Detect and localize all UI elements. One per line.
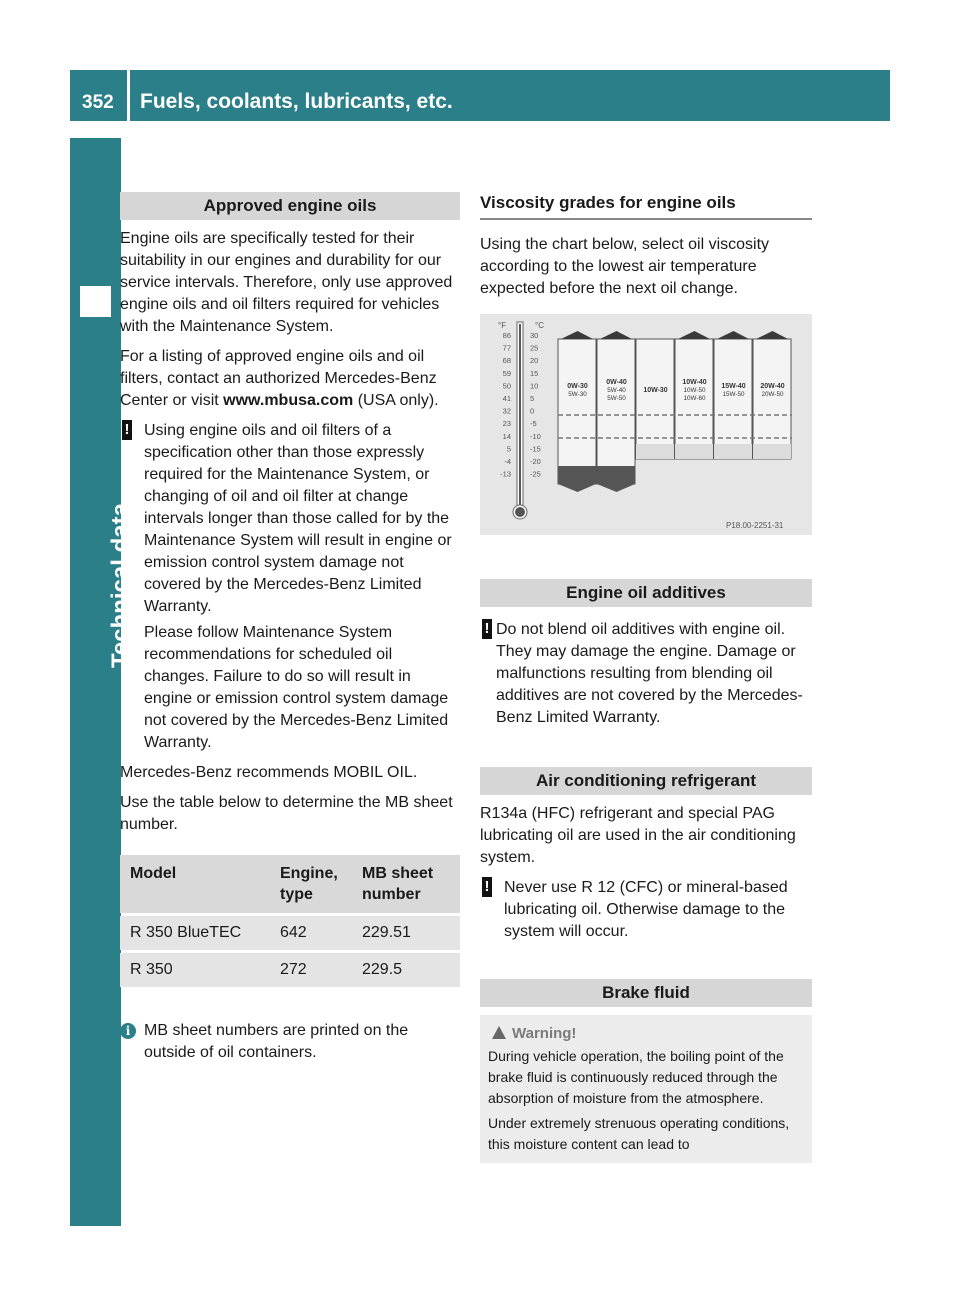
grade-bar-top: [561, 331, 593, 339]
f-tick-label: 77: [502, 343, 511, 353]
warning-title: Warning!: [488, 1023, 804, 1044]
info-note: [120, 1020, 460, 1064]
header-divider: [127, 70, 130, 121]
grade-bar-shade: [714, 444, 752, 459]
c-tick-label: -10: [530, 431, 541, 441]
grade-label: 15W-40: [721, 383, 746, 390]
f-tick-label: 68: [502, 356, 511, 366]
grade-bar-shade: [675, 444, 713, 459]
ac-note: [480, 877, 812, 943]
grade-bar-shade: [753, 444, 791, 459]
c-tick-label: -20: [530, 457, 541, 466]
grade-label: 10W-50: [683, 387, 706, 394]
c-tick-label: 15: [530, 368, 539, 378]
header-model: Model: [120, 855, 270, 913]
warning-triangle-icon: [492, 1026, 506, 1039]
grade-label: 10W-40: [682, 379, 707, 386]
fahrenheit-label: °F: [498, 321, 507, 330]
grade-column: [753, 331, 791, 459]
table-intro: Use the table below to determine the MB sheet number.: [120, 794, 453, 833]
additives-text: Do not blend oil additives with engine oil. They may damage the engine. Damage or malfunctions resulting from blending oil additives are not covered by the Mercedes-Benz Limited Warranty.: [496, 621, 803, 726]
ac-note-text: Never use R 12 (CFC) or mineral-based lubricating oil. Otherwise damage to the system will occur.: [504, 879, 788, 940]
c-tick-label: 25: [530, 343, 539, 353]
page-number: 352: [82, 92, 114, 113]
c-tick-label: 0: [530, 406, 535, 416]
grade-label: 20W-50: [761, 391, 784, 398]
f-tick-label: 50: [502, 381, 511, 391]
grade-label: 5W-30: [568, 391, 587, 398]
viscosity-chart-svg: [480, 314, 812, 535]
f-tick-label: 23: [502, 419, 511, 429]
c-tick-label: -15: [530, 444, 541, 454]
c-tick-label: 5: [530, 394, 535, 403]
grade-label: 5W-40: [607, 387, 626, 394]
table-header-row: [120, 855, 460, 913]
viscosity-chart: [480, 314, 812, 535]
side-tab-marker: [80, 286, 111, 317]
f-tick-label: -13: [500, 469, 511, 479]
grade-bar: [753, 339, 791, 459]
f-tick-label: 5: [506, 444, 511, 454]
grade-bar-tip: [558, 484, 596, 492]
grade-bar: [558, 339, 596, 484]
grade-bar-cold-zone: [597, 466, 635, 484]
f-tick-label: -4: [504, 457, 511, 466]
grade-bar-shade: [636, 444, 674, 459]
info-icon: i: [120, 1023, 136, 1039]
mobil-paragraph: Mercedes-Benz recommends MOBIL OIL.: [120, 764, 418, 781]
cell-model: R 350: [120, 953, 270, 987]
caution-note: [120, 420, 460, 754]
viscosity-heading: Viscosity grades for engine oils: [480, 192, 812, 220]
thermometer-bulb-fill: [515, 507, 525, 517]
thermometer-column: [519, 324, 521, 514]
grade-bar: [636, 339, 674, 459]
grade-bar: [597, 339, 635, 484]
grade-bar-top: [717, 331, 749, 339]
approved-oils-paragraph: Engine oils are specifically tested for their suitability in our engines and durability for our service intervals. Therefore, only use approved engine oils and oil filters required for vehicles with the Maintenance System.: [120, 230, 453, 335]
grade-label: 15W-50: [722, 391, 745, 398]
c-tick-label: 30: [530, 331, 539, 340]
f-tick-label: 86: [502, 331, 511, 340]
grade-column: [558, 331, 596, 492]
grade-column: [597, 331, 635, 492]
exclamation-icon: !: [482, 619, 492, 639]
ac-heading: Air conditioning refrigerant: [480, 767, 812, 795]
grade-bar-tip: [597, 484, 635, 492]
viscosity-paragraph: Using the chart below, select oil viscosity according to the lowest air temperature expected before the next oil change.: [480, 236, 770, 297]
side-tab-label: Technical data: [107, 503, 134, 668]
warning-text: During vehicle operation, the boiling point of the brake fluid is continuously reduced through the absorption of moisture from the atmosphere.: [488, 1048, 784, 1106]
grade-label: 10W-30: [643, 387, 668, 394]
grade-column: [714, 331, 752, 459]
grade-label: 20W-40: [760, 383, 785, 390]
header-mb-sheet: MB sheet number: [352, 855, 460, 913]
cell-mb-sheet: 229.51: [352, 916, 460, 950]
grade-bar-top: [678, 331, 710, 339]
grade-bar-top: [600, 331, 632, 339]
cell-engine: 272: [270, 953, 352, 987]
chapter-title: Fuels, coolants, lubricants, etc.: [140, 90, 453, 113]
f-tick-label: 59: [502, 368, 511, 378]
warning-text-2: Under extremely strenuous operating conditions, this moisture content can lead to: [488, 1115, 790, 1152]
caution-text: Using engine oils and oil filters of a specification other than those expressly required for the Maintenance System, or changing of oil and oil filter at change intervals longer than those called for by the Maintenance System will result in engine or emission control system damage not covered by the Mercedes-Benz Limited Warranty.: [144, 422, 452, 615]
c-tick-label: 10: [530, 381, 539, 391]
grade-column: [675, 331, 713, 459]
grade-label: 10W-60: [683, 395, 706, 402]
brake-fluid-heading: Brake fluid: [480, 979, 812, 1007]
additives-heading: Engine oil additives: [480, 579, 812, 607]
exclamation-icon: !: [482, 877, 492, 897]
c-tick-label: 20: [530, 356, 539, 366]
listing-paragraph: For a listing of approved engine oils and oil filters, contact an authorized Mercedes-Benz Center or visit www.mbusa.com (USA only).: [120, 348, 439, 409]
chart-code: P18.00-2251-31: [726, 521, 784, 530]
table-row: [120, 953, 460, 987]
ac-paragraph: R134a (HFC) refrigerant and special PAG lubricating oil are used in the air conditioning system.: [480, 805, 796, 866]
grade-column: [636, 339, 674, 459]
info-text: MB sheet numbers are printed on the outside of oil containers.: [144, 1022, 409, 1061]
grade-bar: [714, 339, 752, 459]
grade-bar-cold-zone: [558, 466, 596, 484]
warning-box: [480, 1015, 812, 1163]
mb-sheet-table: [120, 852, 460, 990]
side-tab: [70, 138, 134, 1226]
table-row: [120, 916, 460, 950]
left-column: [120, 192, 460, 1072]
c-tick-label: -25: [530, 469, 541, 479]
grade-label: 0W-40: [606, 379, 627, 386]
f-tick-label: 14: [502, 431, 511, 441]
approved-oils-heading: Approved engine oils: [120, 192, 460, 220]
right-column: [480, 192, 812, 1163]
caution-text-2: Please follow Maintenance System recommendations for scheduled oil changes. Failure to do so will result in engine or emission control system damage not covered by the Mercedes-Benz Limited Warranty.: [144, 624, 449, 751]
cell-model: R 350 BlueTEC: [120, 916, 270, 950]
page-header: [70, 70, 890, 121]
f-tick-label: 41: [502, 394, 511, 403]
c-tick-label: -5: [530, 419, 537, 429]
celsius-label: °C: [535, 321, 544, 330]
header-engine: Engine, type: [270, 855, 352, 913]
additives-note: [480, 619, 812, 729]
cell-mb-sheet: 229.5: [352, 953, 460, 987]
mbusa-link[interactable]: www.mbusa.com: [223, 392, 354, 409]
grade-label: 5W-50: [607, 395, 626, 402]
grade-bar-top: [756, 331, 788, 339]
f-tick-label: 32: [502, 406, 511, 416]
exclamation-icon: !: [122, 420, 132, 440]
grade-label: 0W-30: [567, 383, 588, 390]
cell-engine: 642: [270, 916, 352, 950]
